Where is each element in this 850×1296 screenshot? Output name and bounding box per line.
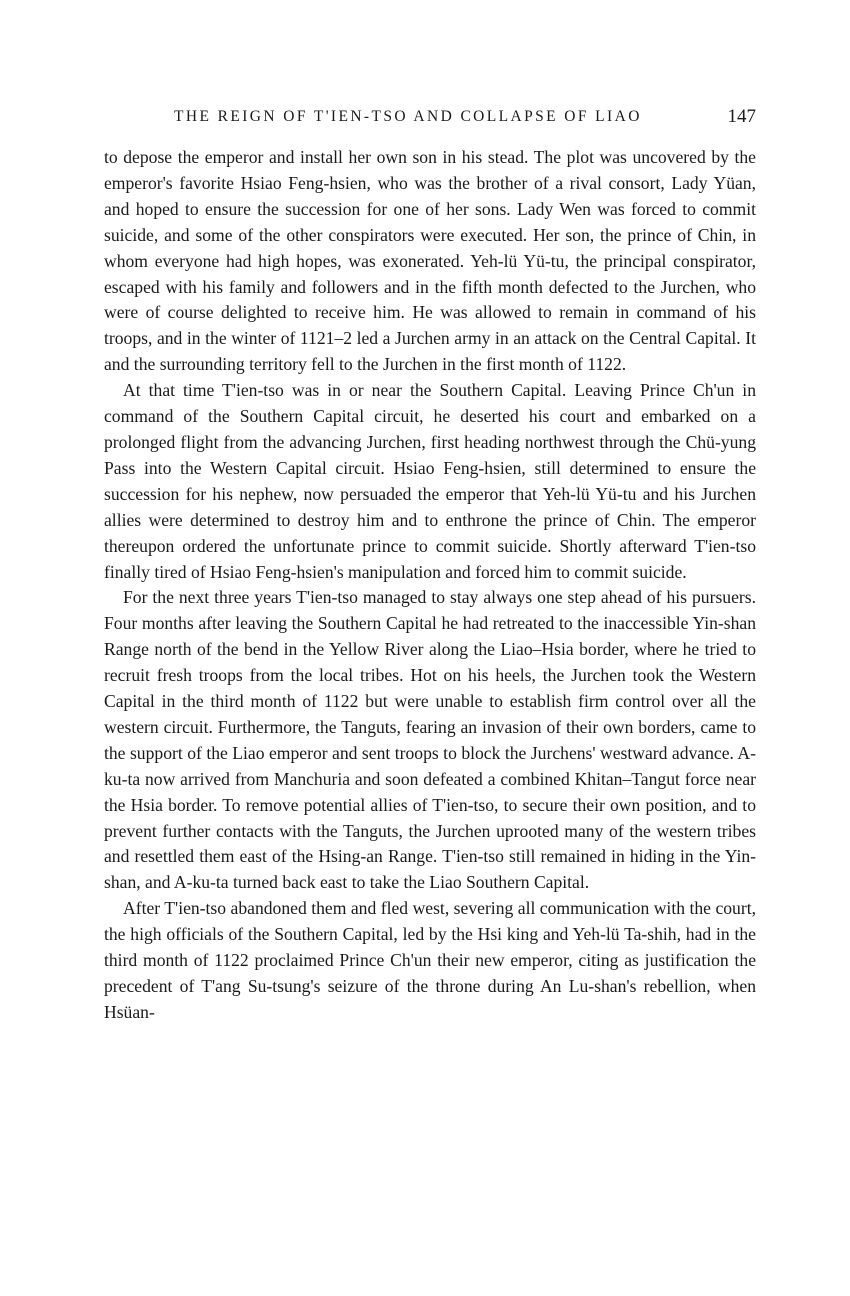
running-header xyxy=(104,104,756,130)
page-number: 147 xyxy=(727,106,756,127)
paragraph-continued: to depose the emperor and install her own son in his stead. The plot was uncovered by the emperor's favorite Hsiao Feng-hsien, who was the brother of a rival consort, Lady Yüan, and hoped to ensure the succession for one of her sons. Lady Wen was forced to commit suicide, and some of the other conspirators were executed. Her son, the prince of Chin, in whom everyone had high hopes, was exonerated. Yeh-lü Yü-tu, the principal conspirator, escaped with his family and followers and in the fifth month defected to the Jurchen, who were of course delighted to receive him. He was allowed to remain in command of his troops, and in the winter of 1121–2 led a Jurchen army in an attack on the Central Capital. It and the surrounding territory fell to the Jurchen in the first month of 1122. xyxy=(104,147,756,375)
paragraph: After T'ien-tso abandoned them and fled west, severing all communication with the court, the high officials of the Southern Capital, led by the Hsi king and Yeh-lü Ta-shih, had in the third month of 1122 proclaimed Prince Ch'un their new emperor, citing as justification the precedent of T'ang Su-tsung's seizure of the throne during An Lu-shan's rebellion, when Hsüan- xyxy=(104,898,756,1022)
paragraph: For the next three years T'ien-tso managed to stay always one step ahead of his pursuers. Four months after leaving the Southern Capital he had retreated to the inaccessible Yin-shan Range north of the bend in the Yellow River along the Liao–Hsia border, where he tried to recruit fresh troops from the local tribes. Hot on his heels, the Jurchen took the Western Capital in the third month of 1122 but were unable to establish firm control over all the western circuit. Furthermore, the Tanguts, fearing an invasion of their own borders, came to the support of the Liao emperor and sent troops to block the Jurchens' westward advance. A-ku-ta now arrived from Manchuria and soon defeated a combined Khitan–Tangut force near the Hsia border. To remove potential allies of T'ien-tso, to secure their own position, and to prevent further contacts with the Tanguts, the Jurchen uprooted many of the western tribes and resettled them east of the Hsing-an Range. T'ien-tso still remained in hiding in the Yin-shan, and A-ku-ta turned back east to take the Liao Southern Capital. xyxy=(104,587,756,893)
running-title: THE REIGN OF T'IEN-TSO AND COLLAPSE OF LIAO xyxy=(174,108,642,125)
body-text xyxy=(104,145,756,1026)
paragraph: At that time T'ien-tso was in or near the Southern Capital. Leaving Prince Ch'un in command of the Southern Capital circuit, he deserted his court and embarked on a prolonged flight from the advancing Jurchen, first heading northwest through the Chü-yung Pass into the Western Capital circuit. Hsiao Feng-hsien, still determined to ensure the succession for his nephew, now persuaded the emperor that Yeh-lü Yü-tu and his Jurchen allies were determined to destroy him and to enthrone the prince of Chin. The emperor thereupon ordered the unfortunate prince to commit suicide. Shortly afterward T'ien-tso finally tired of Hsiao Feng-hsien's manipulation and forced him to commit suicide. xyxy=(104,380,756,582)
